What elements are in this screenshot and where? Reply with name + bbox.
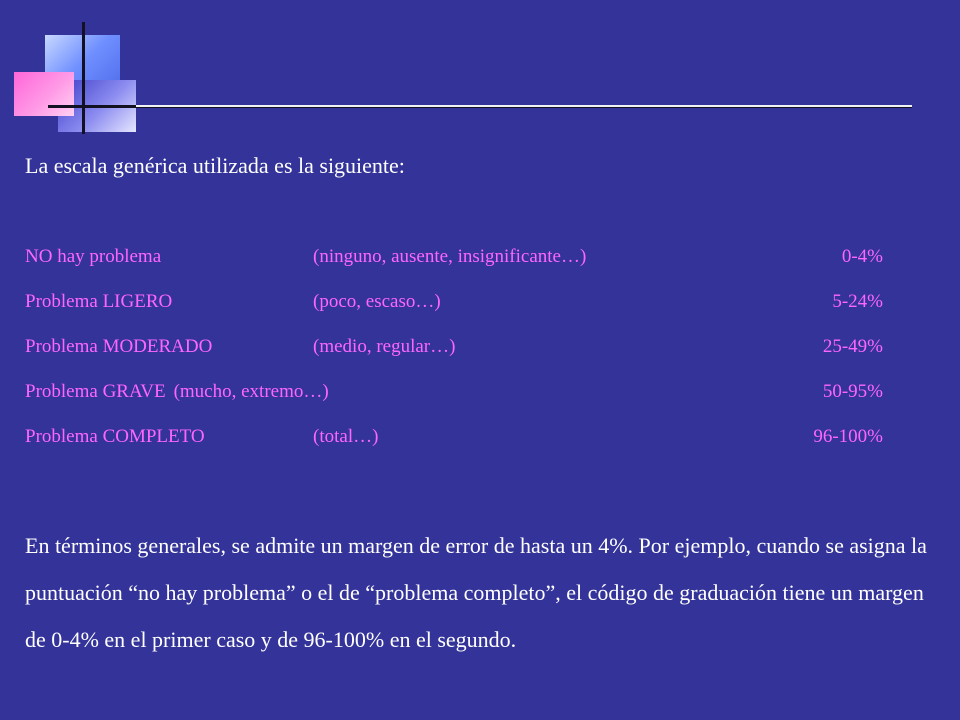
scale-row-complete xyxy=(25,425,883,449)
scale-range: 0-4% xyxy=(841,246,883,267)
scale-description: (ninguno, ausente, insignificante…) xyxy=(313,246,587,267)
title-rule-highlight xyxy=(136,105,912,107)
explanation-paragraph: En términos generales, se admite un margen de error de hasta un 4%. Por ejemplo, cuando se asigna la puntuación “no hay problema” o el de “problema completo”, el código de graduación tiene un margen de 0-4% en el primer caso y de 96-100% en el segundo. xyxy=(25,533,927,652)
vertical-accent-line xyxy=(82,22,85,134)
scale-range: 50-95% xyxy=(822,381,883,402)
section-heading: La escala genérica utilizada es la siguiente: xyxy=(25,153,405,178)
scale-range: 25-49% xyxy=(822,336,883,357)
scale-level: Problema MODERADO xyxy=(25,336,213,357)
scale-description: (total…) xyxy=(313,426,379,447)
scale-row-severe xyxy=(25,380,883,404)
scale-description: (mucho, extremo…) xyxy=(173,381,329,402)
decorative-squares-logo xyxy=(0,0,140,140)
pink-square-shape xyxy=(14,72,74,116)
scale-level: Problema LIGERO xyxy=(25,291,173,312)
scale-level: Problema COMPLETO xyxy=(25,426,205,447)
scale-range: 5-24% xyxy=(832,291,883,312)
scale-description: (poco, escaso…) xyxy=(313,291,441,312)
scale-range: 96-100% xyxy=(813,426,883,447)
scale-row-no-problem xyxy=(25,245,883,269)
scale-level: Problema GRAVE xyxy=(25,381,166,402)
scale-row-moderate xyxy=(25,335,883,359)
scale-description: (medio, regular…) xyxy=(313,336,456,357)
scale-row-light xyxy=(25,290,883,314)
scale-level: NO hay problema xyxy=(25,246,162,267)
